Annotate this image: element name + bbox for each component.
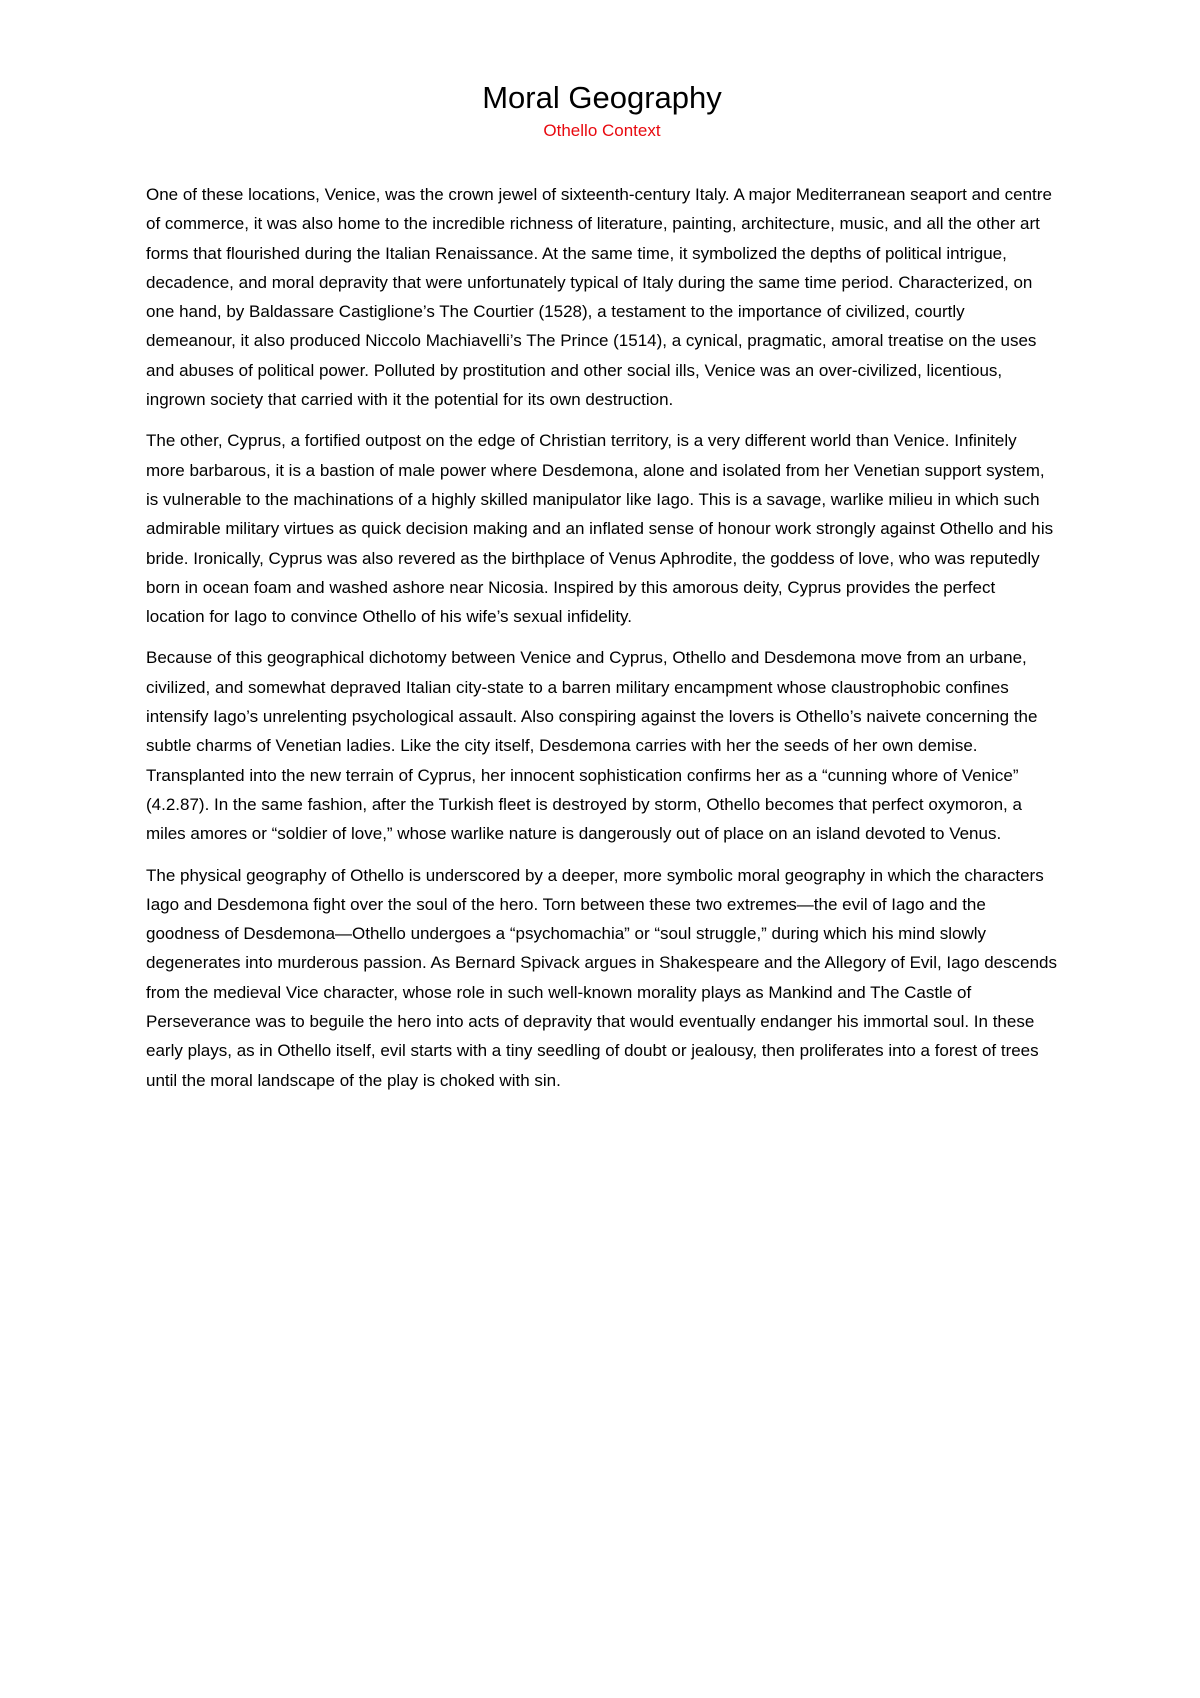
paragraph-moral-geography: The physical geography of Othello is underscored by a deeper, more symbolic moral geography in which the characters Iago and Desdemona fight over the soul of the hero. Torn between these two extremes—the evil of Iago and the goodness of Desdemona—Othello undergoes a “psychomachia” or “soul struggle,” during which his mind slowly degenerates into murderous passion. As Bernard Spivack argues in Shakespeare and the Allegory of Evil, Iago descends from the medieval Vice character, whose role in such well-known morality plays as Mankind and The Castle of Perseverance was to beguile the hero into acts of depravity that would eventually endanger his immortal soul. In these early plays, as in Othello itself, evil starts with a tiny seedling of doubt or jealousy, then proliferates into a forest of trees until the moral landscape of the play is choked with sin. (146, 865, 1058, 1090)
paragraph-dichotomy: Because of this geographical dichotomy between Venice and Cyprus, Othello and Desdemona move from an urbane, civilized, and somewhat depraved Italian city-state to a barren military encampment whose claustrophobic confines intensify Iago’s unrelenting psychological assault. Also conspiring against the lovers is Othello’s naivete concerning the subtle charms of Venetian ladies. Like the city itself, Desdemona carries with her the seeds of her own demise. Transplanted into the new terrain of Cyprus, her innocent sophistication confirms her as a “cunning whore of Venice” (4.2.87). In the same fashion, after the Turkish fleet is destroyed by storm, Othello becomes that perfect oxymoron, a miles amores or “soldier of love,” whose warlike nature is dangerously out of place on an island devoted to Venus. (146, 648, 1038, 844)
paragraph-venice: One of these locations, Venice, was the crown jewel of sixteenth-century Italy. A major Mediterranean seaport and centre of commerce, it was also home to the incredible richness of literature, painting, architecture, music, and all the other art forms that flourished during the Italian Renaissance. At the same time, it symbolized the depths of political intrigue, decadence, and moral depravity that were unfortunately typical of Italy during the same time period. Characterized, on one hand, by Baldassare Castiglione’s The Courtier (1528), a testament to the importance of civilized, courtly demeanour, it also produced Niccolo Machiavelli’s The Prince (1514), a cynical, pragmatic, amoral treatise on the uses and abuses of political power. Polluted by prostitution and other social ills, Venice was an over-civilized, licentious, ingrown society that carried with it the potential for its own destruction. (146, 185, 1052, 410)
document-subtitle: Othello Context (543, 121, 661, 140)
document-body (146, 180, 1058, 1095)
paragraph-cyprus: The other, Cyprus, a fortified outpost on the edge of Christian territory, is a very different world than Venice. Infinitely more barbarous, it is a bastion of male power where Desdemona, alone and isolated from her Venetian support system, is vulnerable to the machinations of a highly skilled manipulator like Iago. This is a savage, warlike milieu in which such admirable military virtues as quick decision making and an inflated sense of honour work strongly against Othello and his bride. Ironically, Cyprus was also revered as the birthplace of Venus Aphrodite, the goddess of love, who was reputedly born in ocean foam and washed ashore near Nicosia. Inspired by this amorous deity, Cyprus provides the perfect location for Iago to convince Othello of his wife’s sexual infidelity. (146, 431, 1054, 627)
document-title: Moral Geography (482, 80, 722, 115)
